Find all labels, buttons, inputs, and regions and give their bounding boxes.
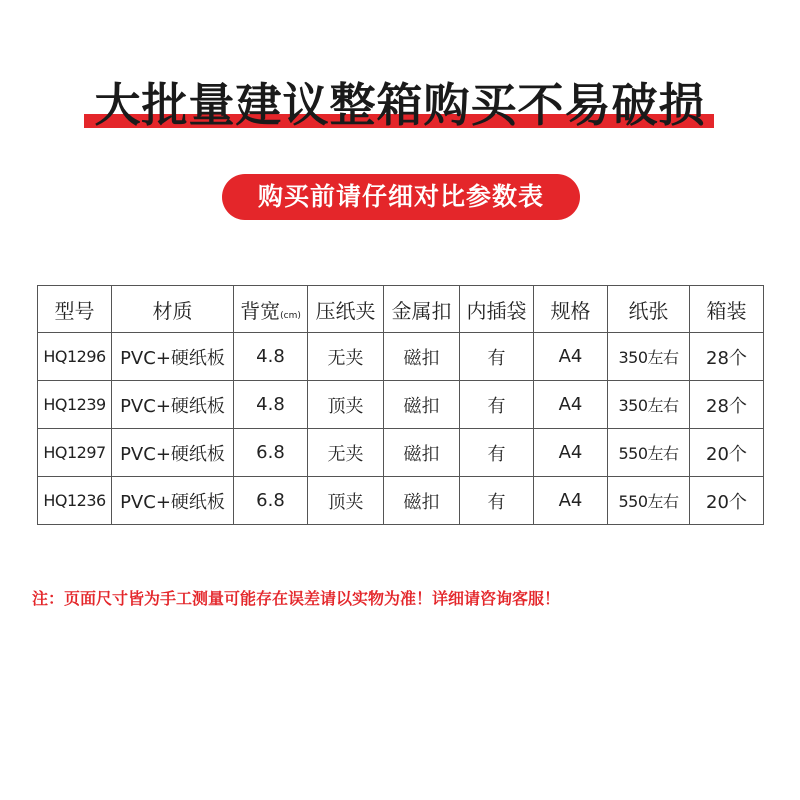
cell-inner-pocket: 有: [460, 429, 534, 477]
cell-material: PVC+硬纸板: [112, 333, 234, 381]
cell-paper: 550左右: [608, 429, 690, 477]
cell-spine-width: 4.8: [234, 333, 308, 381]
header-clip: 压纸夹: [308, 286, 384, 333]
table-row: [38, 381, 764, 429]
cell-metal-clasp: 磁扣: [384, 429, 460, 477]
cell-material: PVC+硬纸板: [112, 429, 234, 477]
header-spine-width: [234, 286, 308, 333]
cell-clip: 顶夹: [308, 477, 384, 525]
disclaimer-note: 注：页面尺寸皆为手工测量可能存在误差请以实物为准！详细请咨询客服！: [32, 589, 561, 608]
table-row: [38, 429, 764, 477]
cell-clip: 顶夹: [308, 381, 384, 429]
cell-paper: 350左右: [608, 381, 690, 429]
cell-box-quantity: 28个: [690, 381, 764, 429]
table-header-row: [38, 286, 764, 333]
cell-model: HQ1236: [38, 477, 112, 525]
cell-inner-pocket: 有: [460, 333, 534, 381]
cell-size: A4: [534, 333, 608, 381]
header-material: 材质: [112, 286, 234, 333]
cell-metal-clasp: 磁扣: [384, 333, 460, 381]
cell-clip: 无夹: [308, 333, 384, 381]
cell-model: HQ1297: [38, 429, 112, 477]
subtitle-banner: 购买前请仔细对比参数表: [222, 174, 580, 220]
cell-material: PVC+硬纸板: [112, 381, 234, 429]
cell-size: A4: [534, 477, 608, 525]
cell-size: A4: [534, 429, 608, 477]
cell-inner-pocket: 有: [460, 381, 534, 429]
header-metal-clasp: 金属扣: [384, 286, 460, 333]
cell-box-quantity: 20个: [690, 429, 764, 477]
parameter-table: [37, 285, 764, 525]
cell-paper: 350左右: [608, 333, 690, 381]
header-inner-pocket: 内插袋: [460, 286, 534, 333]
cell-paper: 550左右: [608, 477, 690, 525]
headline-block: [0, 78, 800, 138]
cell-spine-width: 6.8: [234, 477, 308, 525]
cell-spine-width: 6.8: [234, 429, 308, 477]
cell-model: HQ1239: [38, 381, 112, 429]
cell-size: A4: [534, 381, 608, 429]
cell-spine-width: 4.8: [234, 381, 308, 429]
headline: 大批量建议整箱购买不易破损: [94, 78, 706, 132]
cell-clip: 无夹: [308, 429, 384, 477]
cell-metal-clasp: 磁扣: [384, 477, 460, 525]
cell-inner-pocket: 有: [460, 477, 534, 525]
cell-model: HQ1296: [38, 333, 112, 381]
cell-material: PVC+硬纸板: [112, 477, 234, 525]
header-spine-width-unit: (cm): [280, 310, 301, 321]
header-box-quantity: 箱装: [690, 286, 764, 333]
cell-metal-clasp: 磁扣: [384, 381, 460, 429]
table-row: [38, 333, 764, 381]
cell-box-quantity: 20个: [690, 477, 764, 525]
header-size: 规格: [534, 286, 608, 333]
table-row: [38, 477, 764, 525]
cell-box-quantity: 28个: [690, 333, 764, 381]
header-model: 型号: [38, 286, 112, 333]
header-paper: 纸张: [608, 286, 690, 333]
header-spine-width-label: 背宽: [240, 298, 281, 323]
